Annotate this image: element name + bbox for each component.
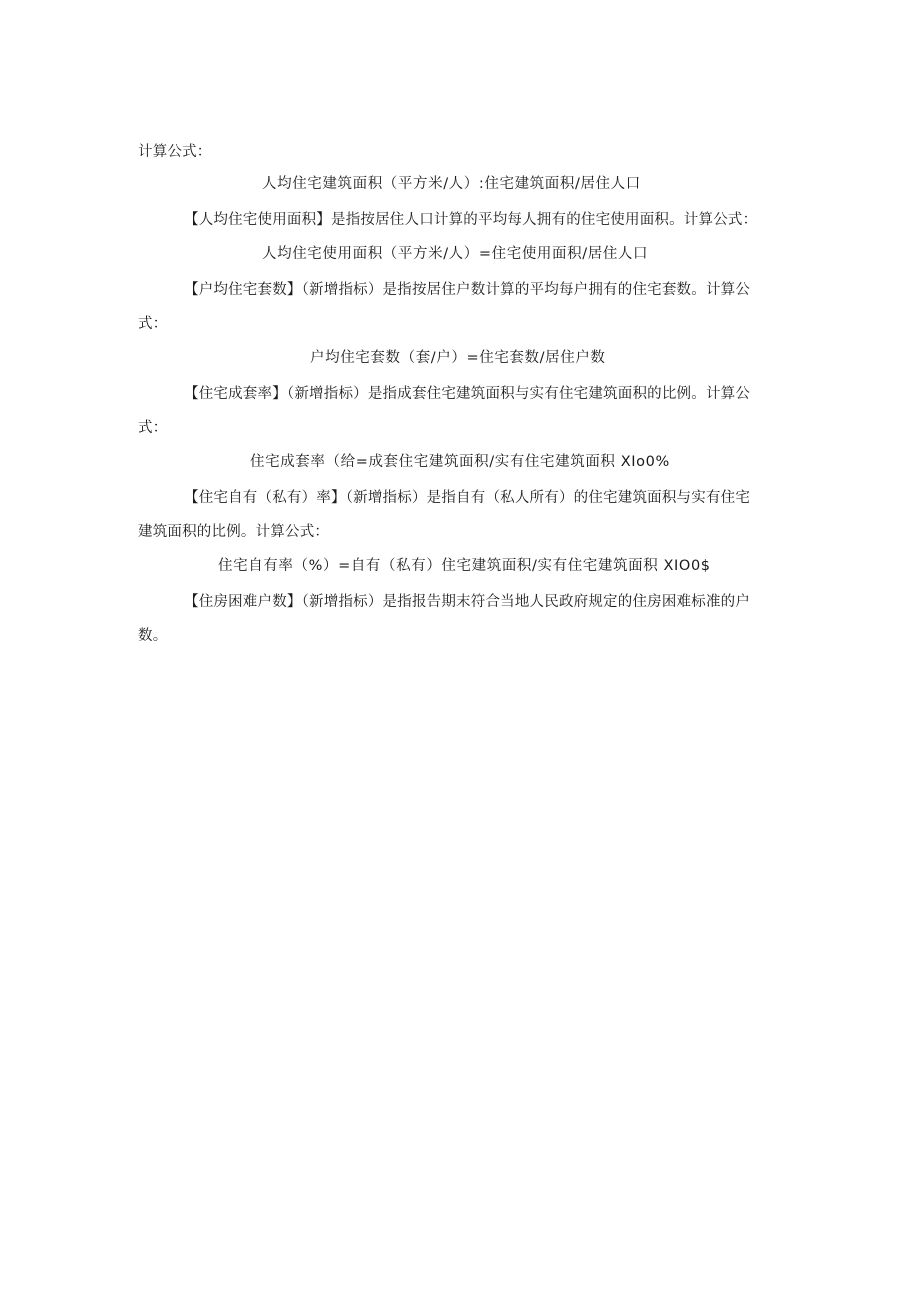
definition-owner-occupancy-rate-cont: 建筑面积的比例。计算公式： [138,524,330,540]
definition-units-per-household: 【户均住宅套数】（新增指标）是指按居住户数计算的平均每户拥有的住宅套数。计算公 [184,282,751,298]
definition-owner-occupancy-rate: 【住宅自有（私有）率】（新增指标）是指自有（私人所有）的住宅建筑面积与实有住宅 [184,490,751,506]
formula-owner-occupancy-rate: 住宅自有率（%）=自有（私有）住宅建筑面积/实有住宅建筑面积 XIO0$ [218,558,711,574]
formula-complete-unit-rate: 住宅成套率（给=成套住宅建筑面积/实有住宅建筑面积 XIo0% [250,454,670,470]
formula-per-capita-building-area: 人均住宅建筑面积（平方米/人）:住宅建筑面积/居住人口 [262,176,641,192]
formula-units-per-household: 户均住宅套数（套/户）=住宅套数/居住户数 [310,350,606,366]
definition-complete-unit-rate: 【住宅成套率】（新增指标）是指成套住宅建筑面积与实有住宅建筑面积的比例。计算公 [184,386,751,402]
formula-label: 计算公式： [138,144,212,160]
definition-housing-difficulty-households: 【住房困难户数】（新增指标）是指报告期末符合当地人民政府规定的住房困难标准的户 [184,594,751,610]
definition-per-capita-usable-area: 【人均住宅使用面积】是指按居住人口计算的平均每人拥有的住宅使用面积。计算公式： [184,212,758,228]
formula-per-capita-usable-area: 人均住宅使用面积（平方米/人）=住宅使用面积/居住人口 [262,246,649,262]
definition-housing-difficulty-households-cont: 数。 [138,628,168,644]
definition-complete-unit-rate-cont: 式： [138,420,168,436]
definition-units-per-household-cont: 式： [138,316,168,332]
